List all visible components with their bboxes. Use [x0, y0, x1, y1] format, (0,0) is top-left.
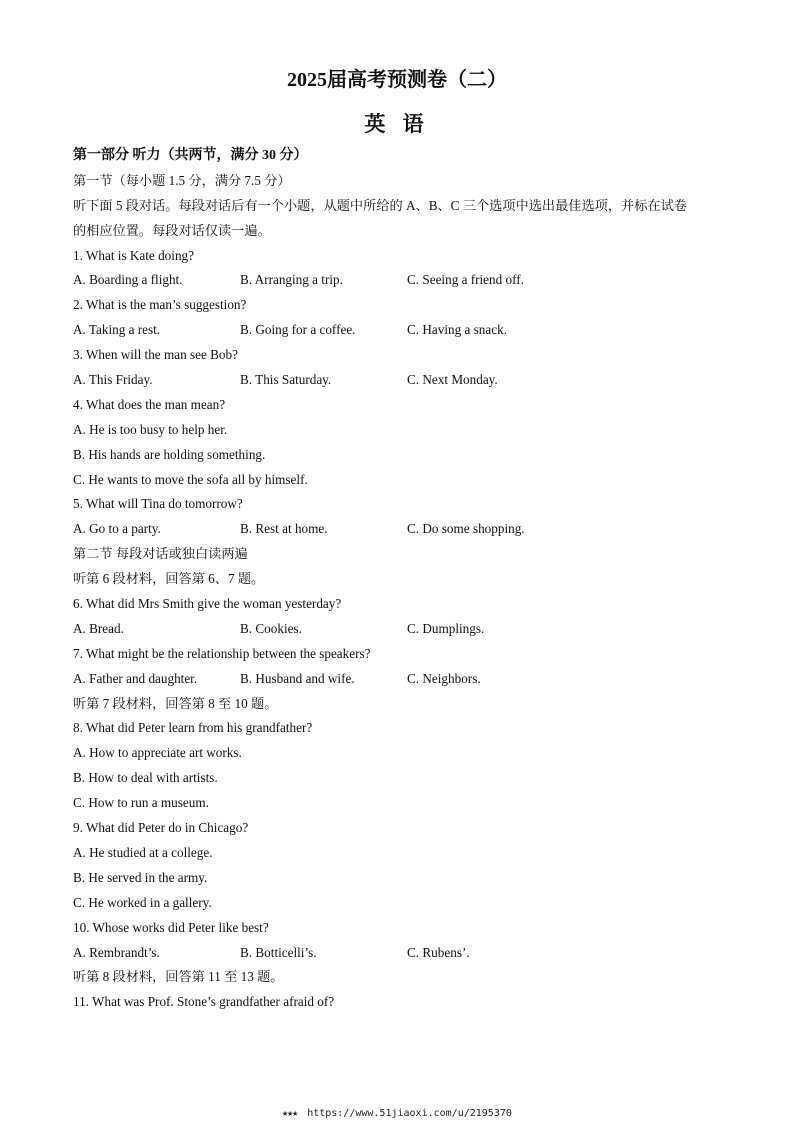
question-10-option-c: C. Rubens’.: [407, 944, 470, 960]
question-7-stem: 7. What might be the relationship between the speakers?: [73, 645, 371, 661]
material-7-instruction: 听第 7 段材料，回答第 8 至 10 题。: [73, 695, 278, 711]
question-6-options: [73, 617, 733, 642]
footer-url[interactable]: https://www.51jiaoxi.com/u/2195370: [307, 1108, 512, 1119]
question-7-options: [73, 667, 733, 692]
question-9-option-a: A. He studied at a college.: [73, 844, 213, 860]
question-3-option-c: C. Next Monday.: [407, 372, 498, 388]
material-8-instruction: 听第 8 段材料，回答第 11 至 13 题。: [73, 969, 284, 985]
question-5-option-a: A. Go to a party.: [73, 521, 161, 537]
question-7-option-a: A. Father and daughter.: [73, 670, 198, 686]
question-2-options: [73, 318, 733, 343]
question-10-options: [73, 941, 733, 966]
subject-title: 英 语: [364, 112, 430, 136]
question-9-option-b: B. He served in the army.: [73, 869, 208, 885]
section1-instructions-line2: 的相应位置。每段对话仅读一遍。: [73, 222, 271, 238]
question-2-option-b: B. Going for a coffee.: [240, 322, 356, 338]
question-3-option-a: A. This Friday.: [73, 372, 153, 388]
question-5-stem: 5. What will Tina do tomorrow?: [73, 496, 243, 512]
question-8-option-a: A. How to appreciate art works.: [73, 745, 242, 761]
question-3-stem: 3. When will the man see Bob?: [73, 347, 238, 363]
question-6-option-c: C. Dumplings.: [407, 620, 485, 636]
question-1-stem: 1. What is Kate doing?: [73, 247, 194, 263]
question-9-option-c: C. He worked in a gallery.: [73, 894, 212, 910]
section2-heading: 第二节 每段对话或独白读两遍: [73, 546, 248, 562]
question-10-stem: 10. Whose works did Peter like best?: [73, 919, 269, 935]
question-6-stem: 6. What did Mrs Smith give the woman yesterday?: [73, 596, 342, 612]
exam-content: [73, 144, 733, 1015]
page-footer: [0, 1108, 794, 1120]
question-7-option-c: C. Neighbors.: [407, 670, 481, 686]
question-2-option-c: C. Having a snack.: [407, 322, 507, 338]
part1-heading: 第一部分 听力（共两节，满分 30 分）: [73, 148, 308, 163]
question-8-stem: 8. What did Peter learn from his grandfather?: [73, 720, 313, 736]
question-8-option-c: C. How to run a museum.: [73, 795, 209, 811]
exam-title: 2025届高考预测卷（二）: [287, 69, 507, 91]
question-4-option-c: C. He wants to move the sofa all by himself.: [73, 471, 308, 487]
question-9-stem: 9. What did Peter do in Chicago?: [73, 820, 249, 836]
question-1-option-c: C. Seeing a friend off.: [407, 272, 524, 288]
question-6-option-b: B. Cookies.: [240, 620, 302, 636]
question-7-option-b: B. Husband and wife.: [240, 670, 355, 686]
section1-instructions-line1: 听下面 5 段对话。每段对话后有一个小题，从题中所给的 A、B、C 三个选项中选出最佳选项，并标在试卷: [73, 197, 687, 213]
question-1-option-a: A. Boarding a flight.: [73, 272, 183, 288]
question-3-option-b: B. This Saturday.: [240, 372, 332, 388]
question-8-option-b: B. How to deal with artists.: [73, 770, 218, 786]
question-2-stem: 2. What is the man’s suggestion?: [73, 297, 247, 313]
section1-heading: 第一节（每小题 1.5 分，满分 7.5 分）: [73, 172, 291, 188]
question-2-option-a: A. Taking a rest.: [73, 322, 161, 338]
question-4-option-b: B. His hands are holding something.: [73, 446, 266, 462]
question-3-options: [73, 368, 733, 393]
question-5-options: [73, 517, 733, 542]
question-6-option-a: A. Bread.: [73, 620, 124, 636]
question-5-option-c: C. Do some shopping.: [407, 521, 525, 537]
question-4-stem: 4. What does the man mean?: [73, 396, 226, 412]
question-4-option-a: A. He is too busy to help her.: [73, 421, 228, 437]
question-1-option-b: B. Arranging a trip.: [240, 272, 343, 288]
footer-stars: ★★★: [282, 1108, 298, 1119]
question-11-stem: 11. What was Prof. Stone’s grandfather afraid of?: [73, 994, 335, 1010]
question-10-option-b: B. Botticelli’s.: [240, 944, 317, 960]
question-1-options: [73, 268, 733, 293]
question-5-option-b: B. Rest at home.: [240, 521, 328, 537]
material-6-instruction: 听第 6 段材料，回答第 6、7 题。: [73, 571, 265, 587]
question-10-option-a: A. Rembrandt’s.: [73, 944, 160, 960]
